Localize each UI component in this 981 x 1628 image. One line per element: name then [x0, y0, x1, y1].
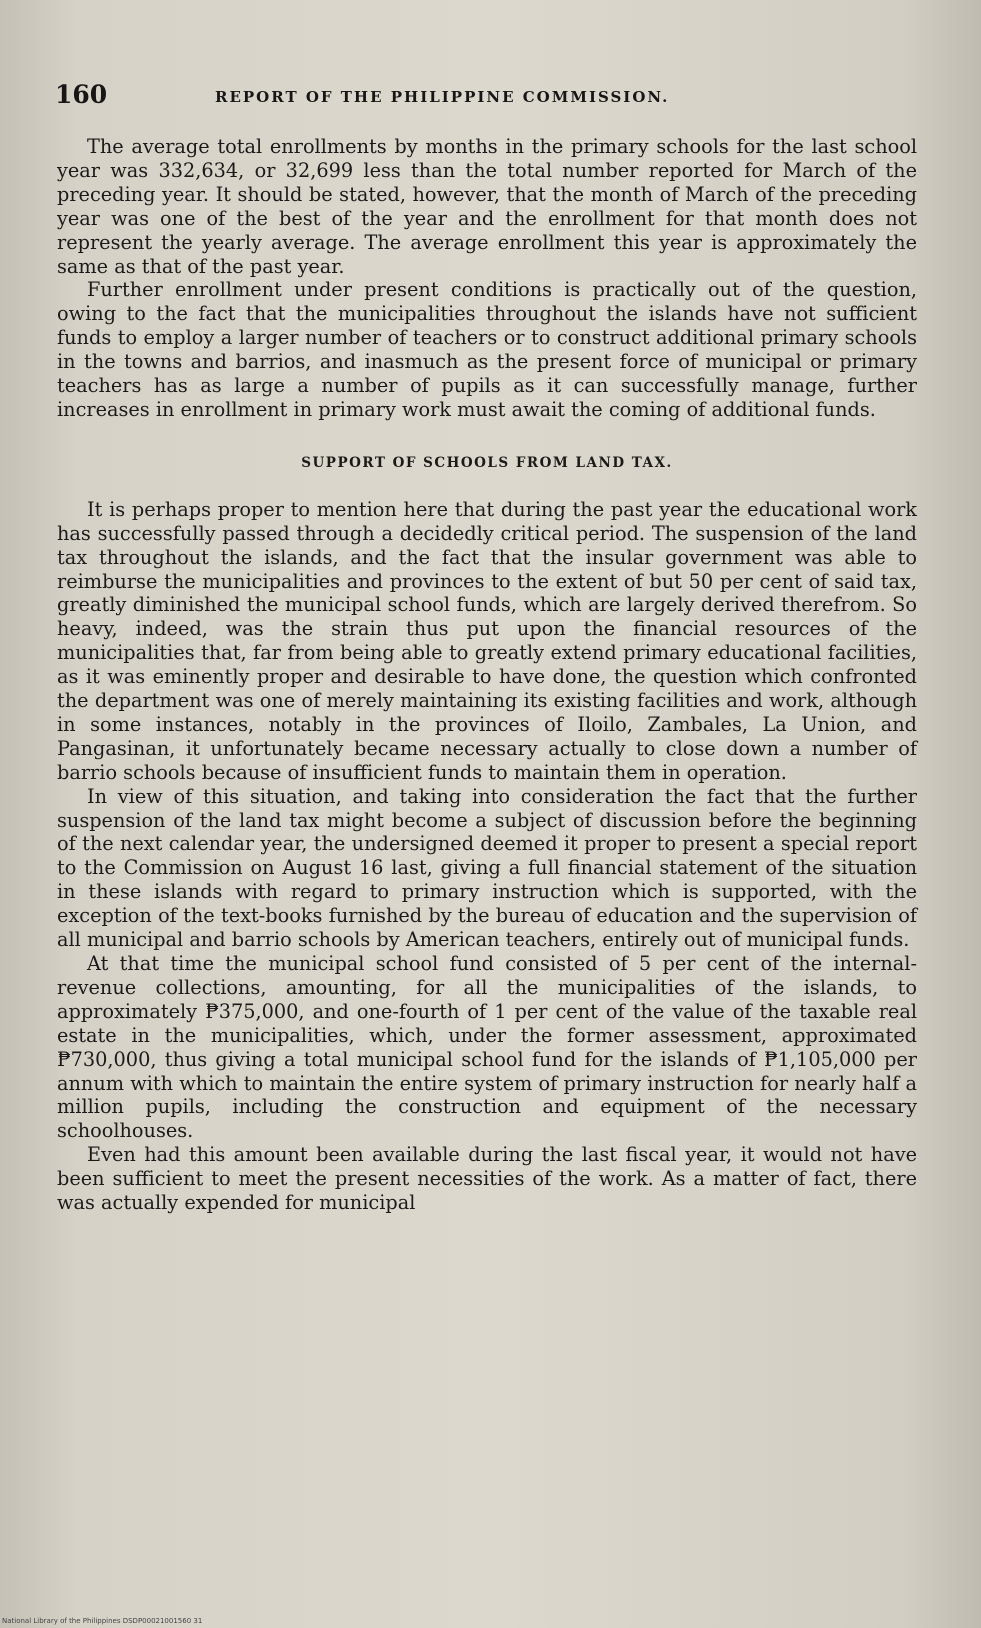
- running-head: REPORT OF THE PHILIPPINE COMMISSION.: [215, 88, 670, 106]
- section-title: SUPPORT OF SCHOOLS FROM LAND TAX.: [301, 454, 673, 471]
- paragraph: In view of this situation, and taking into consideration the fact that the further suspension of the land tax might become a subject of discussion before the beginning of the next calendar year, the undersigned deemed it proper to present a special report to the Commission on August 16 last, giving a full financial statement of the situation in these islands with regard to primary instruction which is supported, with the exception of the text-books furnished by the bureau of education and the supervision of all municipal and barrio schools by American teachers, entirely out of municipal funds.: [57, 784, 917, 952]
- page-header: [55, 80, 915, 120]
- paragraph: Further enrollment under present conditions is practically out of the question, owing to the fact that the municipalities throughout the islands have not sufficient funds to employ a larger number of teachers or to construct additional primary schools in the towns and barrios, and inasmuch as the present force of municipal or primary teachers has as large a number of pupils as it can successfully manage, further increases in enrollment in primary work must await the coming of additional funds.: [57, 278, 917, 421]
- paragraph: Even had this amount been available during the last fiscal year, it would not have been sufficient to meet the present necessities of the work. As a matter of fact, there was actually expended for municipal: [57, 1143, 917, 1215]
- paragraph: The average total enrollments by months in the primary schools for the last school year was 332,634, or 32,699 less than the total number reported for March of the preceding year. It should be stated, however, that the month of March of the preceding year was one of the best of the year and the enrollment for that month does not represent the yearly average. The average enrollment this year is approximately the same as that of the past year.: [57, 135, 917, 278]
- paragraph: It is perhaps proper to mention here that during the past year the educational work has successfully passed through a decidedly critical period. The suspension of the land tax throughout the islands, and the fact that the insular government was able to reimburse the municipalities and provinces to the extent of but 50 per cent of said tax, greatly diminished the municipal school funds, which are largely derived therefrom. So heavy, indeed, was the strain thus put upon the financial resources of the municipalities that, far from being able to greatly extend primary educational facilities, as it was eminently proper and desirable to have done, the question which confronted the department was one of merely maintaining its existing facilities and work, although in some instances, notably in the provinces of Iloilo, Zambales, La Union, and Pangasinan, it unfortunately became necessary actually to close down a number of barrio schools because of insufficient funds to maintain them in operation.: [57, 497, 917, 784]
- body-text: [57, 135, 917, 1215]
- page-number: 160: [55, 80, 108, 109]
- paragraph: At that time the municipal school fund consisted of 5 per cent of the internal-revenue collections, amounting, for all the municipalities of the islands, to approximately ₱375,000, and one-fourth of 1 per cent of the value of the taxable real estate in the municipalities, which, under the former assessment, approximated ₱730,000, thus giving a total municipal school fund for the islands of ₱1,105,000 per annum with which to maintain the entire system of primary instruction for nearly half a million pupils, including the construction and equipment of the necessary schoolhouses.: [57, 952, 917, 1143]
- scan-footer: National Library of the Philippines DSDP00021001560 31: [2, 1617, 203, 1625]
